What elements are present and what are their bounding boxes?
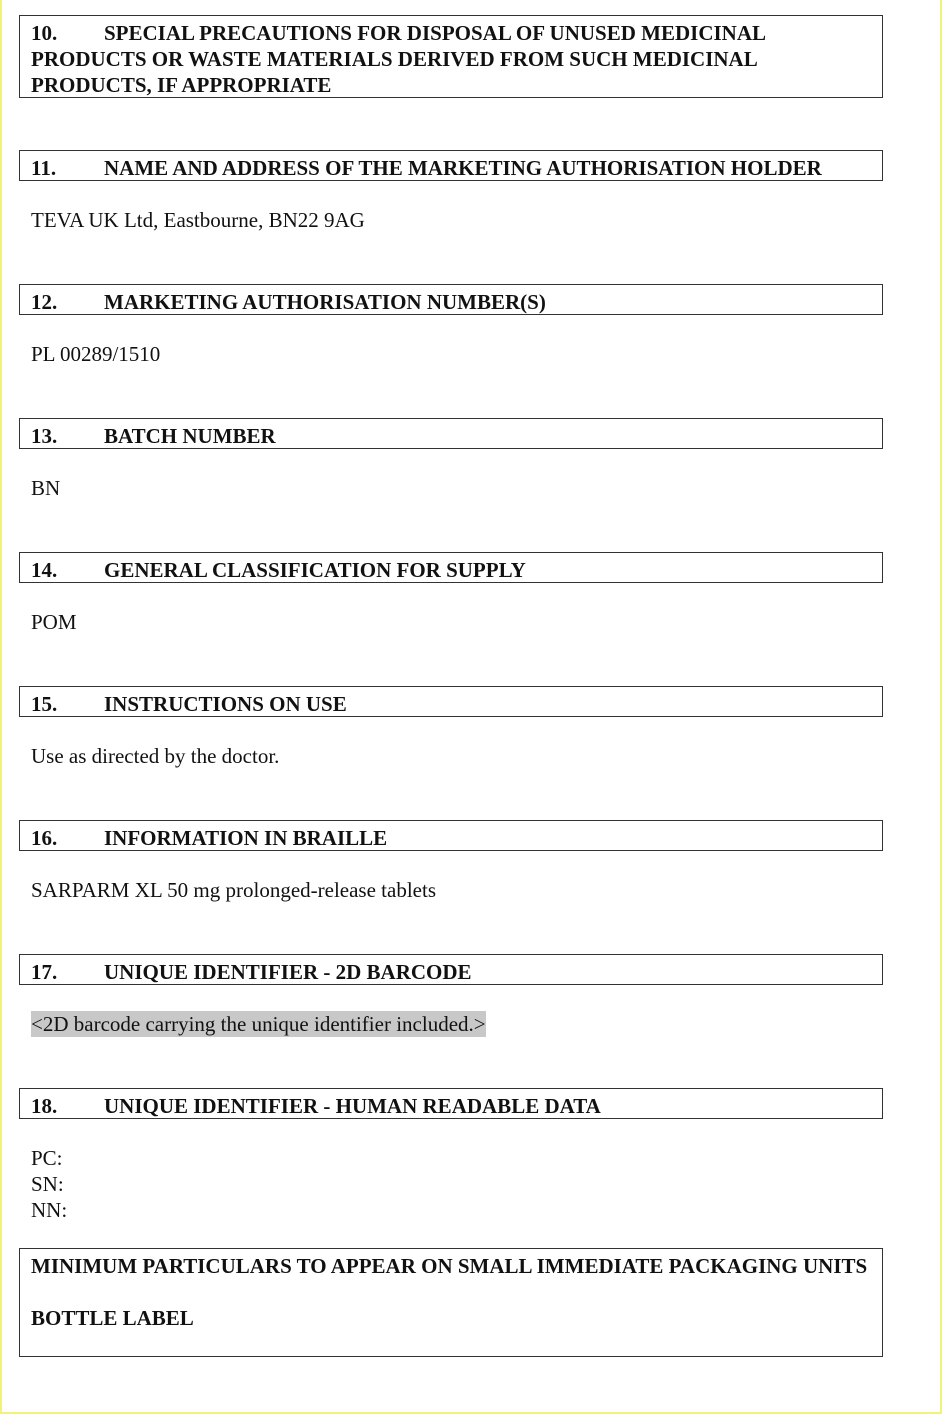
section-number: 10. [31,21,58,45]
section-title-continued: PRODUCTS OR WASTE MATERIALS DERIVED FROM SUCH MEDICINAL PRODUCTS, IF APPROPRIATE [31,47,757,97]
section-number: 11. [31,156,57,180]
section-number: 16. [31,826,58,850]
section-number: 14. [31,558,58,582]
authorisation-number: PL 00289/1510 [31,342,161,366]
section-title: UNIQUE IDENTIFIER - 2D BARCODE [104,960,472,984]
section-title: NAME AND ADDRESS OF THE MARKETING AUTHORISATION HOLDER [104,156,822,180]
batch-number: BN [31,476,61,500]
minimum-particulars-box [19,1248,883,1357]
section-title: BATCH NUMBER [104,424,276,448]
section-title: GENERAL CLASSIFICATION FOR SUPPLY [104,558,526,582]
section-number: 13. [31,424,58,448]
section-number: 15. [31,692,58,716]
section-10-header [19,15,883,98]
section-title: UNIQUE IDENTIFIER - HUMAN READABLE DATA [104,1094,601,1118]
marketing-authorisation-holder: TEVA UK Ltd, Eastbourne, BN22 9AG [31,208,365,232]
minimum-particulars-title: MINIMUM PARTICULARS TO APPEAR ON SMALL IMMEDIATE PACKAGING UNITS [31,1254,868,1278]
braille-information: SARPARM XL 50 mg prolonged-release tablets [31,878,436,902]
barcode-placeholder: <2D barcode carrying the unique identifier included.> [31,1012,486,1036]
nn-label: NN: [31,1198,68,1222]
section-number: 12. [31,290,58,314]
section-16-header [19,820,883,851]
bottle-label-title: BOTTLE LABEL [31,1306,194,1330]
section-12-header [19,284,883,315]
section-11-header [19,150,883,181]
human-readable-data [31,1145,67,1223]
instructions-on-use: Use as directed by the doctor. [31,744,280,768]
section-17-header [19,954,883,985]
section-title: SPECIAL PRECAUTIONS FOR DISPOSAL OF UNUSED MEDICINAL [104,21,766,45]
section-13-header [19,418,883,449]
sn-label: SN: [31,1172,64,1196]
section-number: 17. [31,960,58,984]
section-14-header [19,552,883,583]
pc-label: PC: [31,1146,63,1170]
section-title: INSTRUCTIONS ON USE [104,692,347,716]
section-title: INFORMATION IN BRAILLE [104,826,388,850]
section-18-header [19,1088,883,1119]
section-number: 18. [31,1094,58,1118]
supply-classification: POM [31,610,77,634]
section-title: MARKETING AUTHORISATION NUMBER(S) [104,290,546,314]
section-15-header [19,686,883,717]
